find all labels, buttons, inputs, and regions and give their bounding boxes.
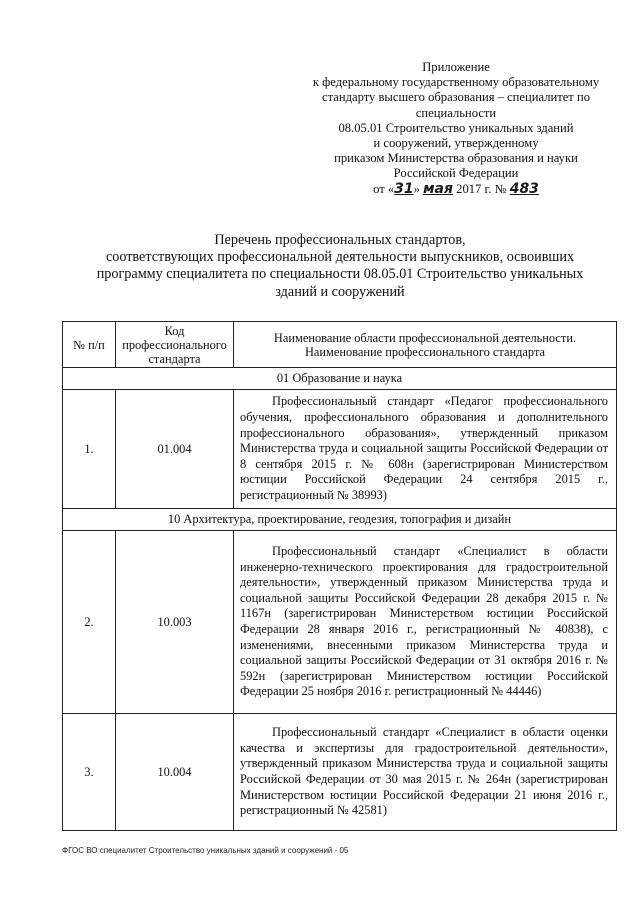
- document-title: [60, 232, 620, 301]
- handwritten-day: 31: [394, 180, 414, 197]
- appendix-line: специальности: [415, 105, 497, 120]
- row-code: 10.004: [116, 714, 234, 831]
- appendix-line: и сооружений, утвержденному: [373, 136, 539, 151]
- row-number: 1.: [63, 390, 116, 509]
- appendix-line: Приложение: [422, 60, 490, 74]
- title-line: соответствующих профессиональной деятельности выпускников, освоивших: [105, 249, 575, 266]
- row-description: Профессиональный стандарт «Специалист в области инженерно-технического проектирования для градостроительной деятельности», утвержденный приказом Министерства труда и социальной защиты Российской Федерации 28 декабря 2015 г. № 1167н (зарегистрирован Министерством юстиции Российской Федерации 28 января 2016 г., регистрационный № 40838), с изменениями, внесенными приказом Министерства труда и социальной защиты Российской Федерации от 31 октября 2016 г. № 592н (зарегистрирован Министерством юстиции Российской Федерации 25 ноября 2016 г. регистрационный № 44446): [234, 531, 617, 714]
- appendix-line: стандарту высшего образования – специалитет по: [322, 90, 590, 105]
- section-title: 10 Архитектура, проектирование, геодезия, топография и дизайн: [63, 509, 617, 531]
- handwritten-month: мая: [423, 180, 453, 197]
- date-year: 2017 г. №: [456, 181, 507, 196]
- section-title: 01 Образование и наука: [63, 368, 617, 390]
- table-row: [63, 531, 617, 714]
- row-code: 10.003: [116, 531, 234, 714]
- table-row: [63, 714, 617, 831]
- row-description: Профессиональный стандарт «Педагог профессионального обучения, профессионального образования и дополнительного профессионального образования», утвержденный приказом Министерства труда и социальной защиты Российской Федерации от 8 сентября 2015 г. № 608н (зарегистрирован Министерством юстиции Российской Федерации 24 сентября 2015 г., регистрационный № 38993): [234, 390, 617, 509]
- table-row: [63, 390, 617, 509]
- title-line: программу специалитета по специальности 08.05.01 Строительство уникальных: [96, 266, 584, 283]
- header-name: Наименование области профессиональной деятельности. Наименование профессионального стандарта: [234, 322, 617, 368]
- appendix-line: приказом Министерства образования и науки: [334, 151, 578, 166]
- appendix-header: [300, 60, 612, 197]
- row-number: 2.: [63, 531, 116, 714]
- appendix-line: 08.05.01 Строительство уникальных зданий: [338, 120, 574, 135]
- handwritten-order-number: 483: [509, 180, 539, 197]
- header-code: Код профессионального стандарта: [116, 322, 234, 368]
- order-date-line: [300, 182, 612, 197]
- date-prefix: от «: [373, 181, 395, 196]
- section-row: [63, 509, 617, 531]
- standards-table: [62, 321, 617, 831]
- page-footer: ФГОС ВО специалитет Строительство уникальных зданий и сооружений - 05: [62, 846, 349, 855]
- appendix-line: Российской Федерации: [393, 166, 519, 181]
- row-code: 01.004: [116, 390, 234, 509]
- date-separator: »: [413, 181, 420, 196]
- title-line: Перечень профессиональных стандартов,: [214, 232, 466, 248]
- table-header-row: [63, 322, 617, 368]
- row-number: 3.: [63, 714, 116, 831]
- title-line: зданий и сооружений: [275, 283, 405, 300]
- appendix-line: к федеральному государственному образовательному: [312, 75, 600, 90]
- section-row: [63, 368, 617, 390]
- header-num: № п/п: [63, 322, 116, 368]
- row-description: Профессиональный стандарт «Специалист в области оценки качества и экспертизы для градостроительной деятельности», утвержденный приказом Министерства труда и социальной защиты Российской Федерации от 30 мая 2015 г. № 264н (зарегистрирован Министерством юстиции Российской Федерации 21 июня 2016 г., регистрационный № 42581): [234, 714, 617, 831]
